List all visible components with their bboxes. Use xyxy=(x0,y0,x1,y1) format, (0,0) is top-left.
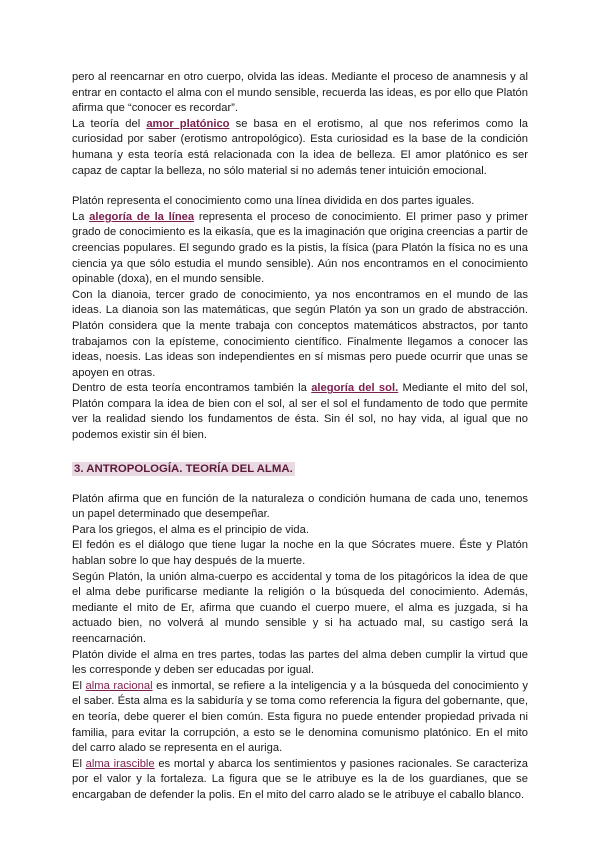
paragraph-alegoria-linea xyxy=(72,210,528,288)
paragraph-anamnesis: pero al reencarnar en otro cuerpo, olvida las ideas. Mediante el proceso de anamnesis y al entrar en contacto el alma con el mundo sensible, recuerda las ideas, es por ello que Platón afirma que “conocer es recordar”. xyxy=(72,71,528,115)
paragraph-tres-partes: Platón divide el alma en tres partes, todas las partes del alma deben cumplir la virtud que les corresponde y deben ser educadas por igual. xyxy=(72,648,528,677)
paragraph-spacer xyxy=(72,444,528,459)
link-alegoria-linea[interactable]: alegoría de la línea xyxy=(89,210,195,223)
paragraph-alma-racional xyxy=(72,679,528,757)
paragraph-alma-cuerpo: Según Platón, la unión alma-cuerpo es accidental y toma de los pitagóricos la idea de que el alma debe purificarse mediante la religión o la búsqueda del conocimiento. Además, mediante el mito de Er, afirma que cuando el cuerpo muere, el alma es juzgada, si ha actuado bien, no volverá al mundo sensible y si ha actuado mal, su castigo será la reencarnación. xyxy=(72,570,528,645)
paragraph-alma-irascible xyxy=(72,757,528,804)
paragraph-naturaleza-humana: Platón afirma que en función de la naturaleza o condición humana de cada uno, tenemos un papel determinado que desempeñar. xyxy=(72,492,528,521)
paragraph-text: representa el proceso de conocimiento. El primer paso y primer grado de conocimiento es la eikasía, que es la imaginación que origina creencias a partir de creencias populares. El segundo grado es la pistis, la física (para Platón la física no es una ciencia ya que sólo estudia el mundo sensible). Aún nos encontramos en el conocimiento opinable (doxa), en el mundo sensible. xyxy=(72,210,528,286)
paragraph-text: La teoría del xyxy=(72,117,147,130)
paragraph-text: es mortal y abarca los sentimientos y pasiones racionales. Se caracteriza por el valor y la fortaleza. La figura que se le atribuye es la de los guardianes, que se encargaban de defender la polis. En el mito del carro alado se le atribuye el caballo blanco. xyxy=(72,757,528,801)
paragraph-fedon: El fedón es el diálogo que tiene lugar la noche en la que Sócrates muere. Éste y Platón hablan sobre lo que hay después de la muerte. xyxy=(72,539,528,568)
paragraph-spacer xyxy=(72,179,528,194)
paragraph-dianoia: Con la dianoia, tercer grado de conocimiento, ya nos encontramos en el mundo de las ideas. La dianoia son las matemáticas, que según Platón ya son un grado de abstracción. Platón considera que la mente trabaja con conceptos matemáticos abstractos, por tanto trabajamos con la epísteme, conocimiento científico. Finalmente llegamos a conocer las ideas, noesis. Las ideas son independientes en sí mismas pero puede ocurrir que unas se apoyen en otras. xyxy=(72,288,528,379)
paragraph-text: La xyxy=(72,210,90,223)
paragraph-linea-dividida: Platón representa el conocimiento como una línea dividida en dos partes iguales. xyxy=(72,195,475,208)
link-amor-platonico[interactable]: amor platónico xyxy=(146,117,230,130)
paragraph-text: se basa en el erotismo, al que nos referimos como la curiosidad por saber (erotismo antropológico). Esta curiosidad es la base de la condición humana y esta teoría está relacionada con la idea de belleza. El amor platónico es ser capaz de captar la belleza, no sólo material si no además tener intuición emocional. xyxy=(72,117,528,177)
paragraph-griegos: Para los griegos, el alma es el principio de vida. xyxy=(72,523,309,536)
paragraph-text: Dentro de esta teoría encontramos también la xyxy=(72,382,312,395)
paragraph-amor-platonico xyxy=(72,117,528,179)
paragraph-text: es inmortal, se refiere a la inteligencia y a la búsqueda del conocimiento y el saber. Ésta alma es la sabiduría y se toma como referencia la figura del gobernante, que, en teoría, debe querer el bien común. Esta figura no puede entender propiedad privada ni familia, para evitar la corrupción, a esto se le denomina comunismo platónico. En el mito del carro alado se representa en el auriga. xyxy=(72,679,528,755)
paragraph-text: El xyxy=(72,757,86,770)
paragraph-text: El xyxy=(72,679,86,692)
link-alma-racional[interactable]: alma racional xyxy=(85,679,153,692)
section-heading: 3. ANTROPOLOGÍA. TEORÍA DEL ALMA. xyxy=(74,462,293,475)
link-alegoria-sol[interactable]: alegoría del sol. xyxy=(311,382,399,395)
paragraph-spacer xyxy=(72,477,528,492)
paragraph-text: Mediante el mito del sol, Platón compara la idea de bien con el sol, al ser el sol el fundamento de todo que permite ver la realidad siendo los fundamentos de ésta. Sin él sol, no hay vida, al igual que no podemos existir sin él bien. xyxy=(72,382,528,442)
link-alma-irascible[interactable]: alma irascible xyxy=(85,757,155,770)
paragraph-alegoria-sol xyxy=(72,381,528,443)
